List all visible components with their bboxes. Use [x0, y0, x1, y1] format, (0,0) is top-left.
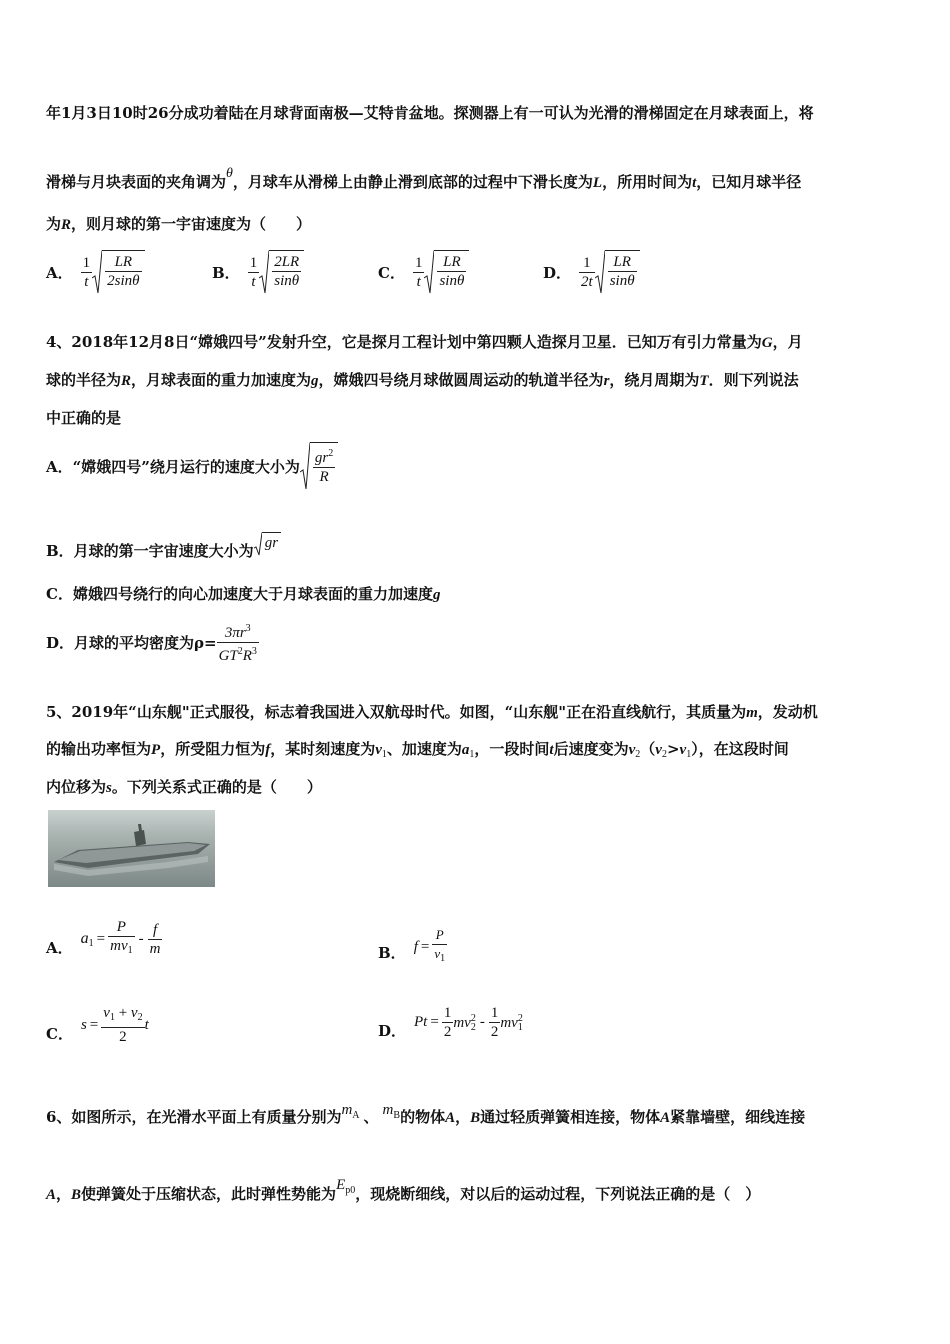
q3-text: 年1月3日10时26分成功着陆在月球背面南极—艾特肯盆地。探测器上有一可认为光滑的滑梯固定在月球表面上，将	[46, 104, 814, 122]
sqrt	[259, 250, 304, 294]
var-v2: v	[655, 742, 662, 758]
frac-num: 1	[414, 254, 423, 271]
q5-text: 内位移为	[46, 778, 107, 796]
option-text: B．月球的第一宇宙速度大小为	[46, 542, 254, 560]
q5-line-2	[46, 739, 908, 765]
q3-text: 为	[46, 215, 62, 233]
frac-num: LR	[613, 254, 631, 270]
radicand: gr	[262, 532, 281, 556]
option-label: D．	[543, 263, 572, 282]
var-B: B	[470, 1110, 481, 1126]
q5-text: 5、2019年“山东舰"正式服役，标志着我国进入双航母时代。如图，“山东舰"正在沿直线航行，其质量为	[46, 703, 747, 721]
q5-text: （	[640, 740, 656, 758]
subscript: 2	[635, 749, 641, 760]
q3-line-2	[46, 164, 908, 193]
subscript: 1	[381, 749, 387, 760]
frac-den: t	[81, 272, 93, 291]
sqrt	[92, 250, 144, 294]
frac-den: 2t	[581, 273, 593, 290]
q6-text: ，现烧断细线，对以后的运动过程，下列说法正确的是（ ）	[355, 1185, 761, 1203]
frac-num: 1	[583, 254, 591, 271]
q3-line-1	[46, 103, 908, 123]
exponent: 3	[251, 646, 257, 657]
var-mB: m	[382, 1102, 394, 1118]
var-m: m	[746, 705, 758, 721]
var-a1: a	[461, 742, 470, 758]
option-label: A．	[46, 938, 73, 957]
option-text: D．月球的平均密度为ρ=	[46, 634, 217, 652]
var-G: G	[761, 335, 773, 351]
var-r: r	[603, 373, 610, 389]
exponent: 2	[237, 646, 243, 657]
q6-text: 紧靠墙壁，细线连接	[670, 1108, 806, 1126]
subscript: p0	[345, 1185, 356, 1196]
frac-num: 2LR	[274, 254, 300, 270]
coef-fraction	[248, 254, 260, 291]
exponent: 2	[328, 448, 334, 459]
var-t: t	[549, 742, 554, 758]
sqrt	[254, 532, 281, 556]
coef-fraction	[579, 254, 595, 291]
q4-line-2	[46, 370, 908, 391]
subscript: 2	[661, 749, 667, 760]
frac-den: 2sinθ	[107, 273, 140, 289]
q5-text: 。下列关系式正确的是（ ）	[111, 778, 322, 796]
q4-option-c[interactable]	[46, 584, 908, 605]
var-R: R	[61, 217, 72, 233]
frac-num: gr	[314, 450, 329, 466]
var-v1: v	[375, 742, 382, 758]
q3-text: 滑梯与月块表面的夹角调为	[46, 173, 227, 191]
q6-line-2	[46, 1175, 908, 1205]
density-fraction	[217, 620, 259, 665]
var-Ep: E	[336, 1177, 346, 1193]
var-T: T	[699, 373, 709, 389]
q5-text: ），在这段时间	[691, 740, 789, 758]
var-R: R	[121, 373, 132, 389]
q5-line-1	[46, 702, 908, 723]
q5-option-c[interactable]: C． s = $\frac{v_1 + v_2}{2}$ t	[46, 1005, 149, 1045]
q4-option-b[interactable]	[46, 526, 281, 561]
q3-text: ，月球车从滑梯上由静止滑到底部的过程中下滑长度为	[232, 173, 593, 191]
option-text: C．嫦娥四号绕行的向心加速度大于月球表面的重力加速度	[46, 585, 433, 603]
q3-option-a[interactable]	[46, 250, 145, 294]
q5-text: 的输出功率恒为	[46, 740, 152, 758]
q4-line-1	[46, 332, 908, 353]
q5-option-d[interactable]: D． Pt = $\frac{1}{2}$ $mv_2^2$ - $\frac{1}{2}$ $mv_1^2$	[378, 1005, 523, 1040]
var-g: g	[432, 587, 441, 603]
frac-num: LR	[443, 254, 461, 270]
option-text: A．“嫦娥四号”绕月运行的速度大小为	[46, 457, 300, 476]
var-mA: m	[341, 1102, 353, 1118]
q3-text: ，已知月球半径	[696, 173, 802, 191]
coef-fraction	[413, 254, 425, 291]
frac-den: R	[313, 467, 335, 486]
var-v2: v	[628, 742, 636, 758]
q5-text: ，所受阻力恒为	[160, 740, 266, 758]
q6-line-1	[46, 1100, 908, 1128]
q3-option-b[interactable]	[212, 250, 304, 294]
var-P: P	[151, 742, 161, 758]
var-A: A	[660, 1110, 671, 1126]
q5-text: >	[666, 740, 680, 758]
frac-den: GT	[218, 648, 238, 664]
var-L: L	[592, 175, 603, 191]
q4-text: ，嫦娥四号绕月球做圆周运动的轨道半径为	[318, 371, 604, 389]
subscript: 1	[686, 749, 692, 760]
q6-text: ，	[455, 1108, 471, 1126]
subscript: B	[393, 1110, 401, 1121]
q4-text: 中正确的是	[46, 409, 122, 427]
q6-text: ，	[56, 1185, 72, 1203]
frac-num: 1	[82, 254, 91, 271]
frac-num: 3πr	[224, 625, 246, 641]
frac-den: sinθ	[609, 273, 635, 289]
var-A: A	[445, 1110, 456, 1126]
q4-text: 4、2018年12月8日“嫦娥四号”发射升空，它是探月工程计划中第四颗人造探月卫星．已知万有引力常量为	[46, 333, 762, 351]
subscript: A	[352, 1110, 360, 1121]
q4-line-3	[46, 408, 908, 428]
q3-text: ，所用时间为	[602, 173, 693, 191]
q5-text: 、加速度为	[386, 740, 462, 758]
q4-text: 球的半径为	[46, 371, 122, 389]
option-label: A．	[46, 263, 73, 282]
q3-option-d[interactable]	[543, 250, 640, 294]
q4-text: ，月球表面的重力加速度为	[131, 371, 312, 389]
q6-text: 通过轻质弹簧相连接，物体	[480, 1108, 661, 1126]
frac-num: 1	[249, 254, 258, 271]
q4-option-a[interactable]	[46, 442, 338, 490]
q3-line-3	[46, 214, 908, 235]
var-v1: v	[679, 742, 687, 758]
aircraft-carrier-photo	[48, 810, 215, 887]
theta-symbol: θ	[226, 166, 233, 181]
option-label: D．	[378, 1022, 407, 1040]
q5-text: 后速度变为	[553, 740, 629, 758]
sqrt	[300, 442, 338, 490]
q3-option-c[interactable]	[378, 250, 469, 294]
frac-den: R	[242, 648, 252, 664]
frac-den: sinθ	[272, 271, 301, 290]
sqrt	[595, 250, 640, 294]
var-A: A	[46, 1187, 57, 1203]
frac-num: LR	[114, 254, 133, 270]
q6-text: 的物体	[400, 1108, 446, 1126]
var-B: B	[71, 1187, 82, 1203]
var-f: f	[265, 742, 271, 758]
frac-den: t	[413, 272, 425, 291]
q4-text: ，绕月周期为	[609, 371, 700, 389]
q5-text: ，发动机	[757, 703, 818, 721]
option-label: C．	[46, 1024, 73, 1043]
var-s: s	[106, 780, 112, 796]
sqrt	[424, 250, 469, 294]
q5-text: ，一段时间	[474, 740, 550, 758]
q5-text: ，某时刻速度为	[270, 740, 376, 758]
q4-option-d[interactable]	[46, 620, 259, 665]
q4-text: ．则下列说法	[708, 371, 799, 389]
subscript: 1	[469, 749, 475, 760]
var-g: g	[311, 373, 319, 389]
q6-text: 、	[363, 1108, 379, 1126]
q6-text: 使弹簧处于压缩状态，此时弹性势能为	[81, 1185, 337, 1203]
option-label: C．	[378, 263, 405, 282]
q5-option-a[interactable]: A． $a_1$ = $\frac{P}{mv_1}$ - $\frac{f}{m}$	[46, 918, 162, 960]
frac-den: t	[248, 272, 260, 291]
var-t: t	[692, 175, 697, 191]
q5-line-3	[46, 777, 908, 798]
coef-fraction	[81, 254, 93, 291]
q4-text: ，月	[772, 333, 803, 351]
exponent: 3	[245, 623, 251, 634]
option-label: B．	[212, 263, 240, 282]
q5-option-b[interactable]: B． f = $\frac{P}{v_1}$	[378, 926, 447, 968]
option-label: B．	[378, 943, 406, 962]
frac-den: sinθ	[439, 273, 465, 289]
q6-text: 6、如图所示，在光滑水平面上有质量分别为	[46, 1108, 342, 1126]
q3-text: ，则月球的第一宇宙速度为（ ）	[71, 215, 312, 233]
